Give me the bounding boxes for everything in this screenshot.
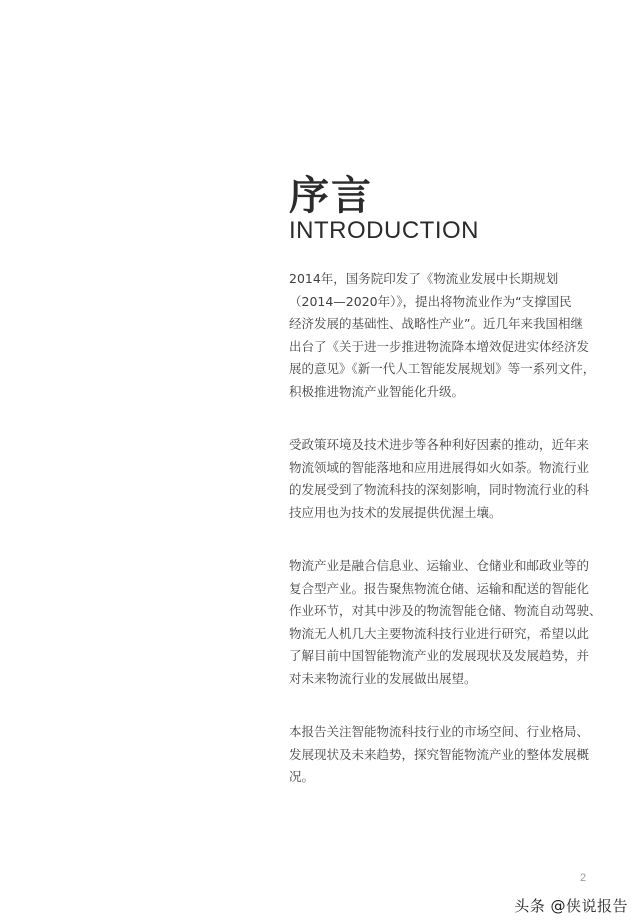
text-line: 积极推进物流产业智能化升级。 [289, 383, 465, 399]
text-line: （2014—2020年）》，提出将物流业作为“支撑国民 [289, 293, 572, 309]
text-line: 本报告关注智能物流科技行业的市场空间、行业格局、 [289, 724, 590, 739]
text-line: 经济发展的基础性、战略性产业”。近几年来我国相继 [289, 316, 583, 331]
text-line: 作业环节，对其中涉及的物流智能仓储、物流自动驾驶、 [289, 603, 602, 618]
text-line: 发展现状及未来趋势，探究智能物流产业的整体发展概 [289, 746, 590, 762]
text-line: 的发展受到了物流科技的深刻影响，同时物流行业的科 [289, 482, 590, 497]
text-line: 出台了《关于进一步推进物流降本增效促进实体经济发 [289, 338, 590, 354]
paragraph-4 [289, 721, 605, 789]
text-line: 2014年，国务院印发了《物流业发展中长期规划 [289, 271, 559, 286]
text-line: 对未来物流行业的发展做出展望。 [289, 670, 477, 686]
text-line: 物流无人机几大主要物流科技行业进行研究，希望以此 [289, 625, 590, 641]
text-line: 了解目前中国智能物流产业的发展现状及发展趋势，并 [289, 648, 590, 663]
page-title-en: INTRODUCTION [289, 217, 479, 244]
paragraph-3 [289, 555, 605, 690]
text-line: 复合型产业。报告聚焦物流仓储、运输和配送的智能化 [289, 580, 590, 596]
text-line: 况。 [289, 769, 315, 784]
watermark: 头条 @侠说报告 [514, 897, 628, 915]
page-number: 2 [580, 872, 587, 884]
page-title-cn: 序言 [289, 173, 373, 219]
paragraph-2 [289, 434, 605, 524]
body-text [289, 268, 605, 820]
text-line: 技应用也为技术的发展提供优渥土壤。 [289, 504, 502, 520]
text-line: 受政策环境及技术进步等各种利好因素的推动，近年来 [289, 437, 590, 452]
paragraph-1 [289, 268, 605, 403]
text-line: 物流产业是融合信息业、运输业、仓储业和邮政业等的 [289, 558, 590, 573]
text-line: 物流领域的智能落地和应用进展得如火如荼。物流行业 [289, 459, 590, 475]
text-line: 展的意见》《新一代人工智能发展规划》等一系列文件， [289, 361, 596, 376]
